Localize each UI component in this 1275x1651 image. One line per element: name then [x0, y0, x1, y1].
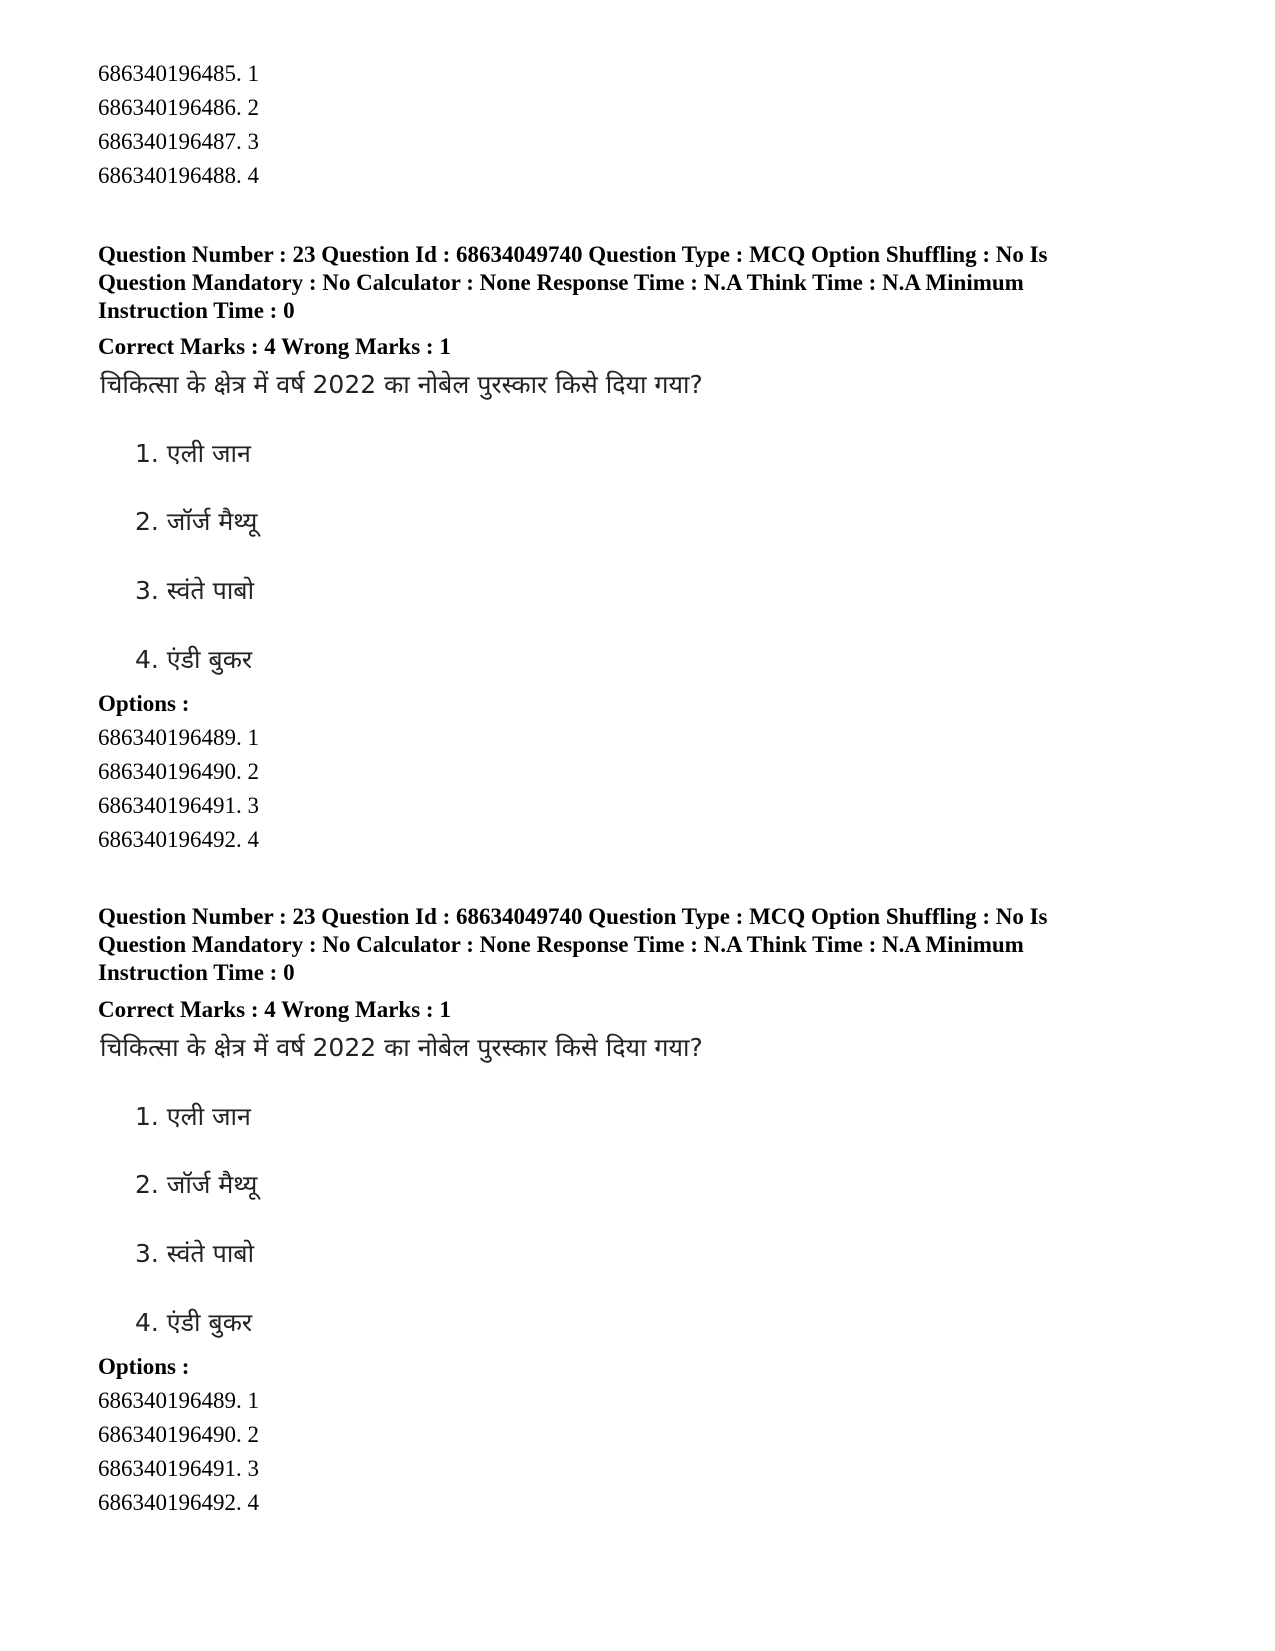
question-text: चिकित्सा के क्षेत्र में वर्ष 2022 का नोबेल पुरस्कार किसे दिया गया? — [100, 1033, 703, 1062]
choice-item: 1. एली जान — [135, 1102, 251, 1131]
option-id-line: 686340196489. 1 — [98, 1388, 259, 1413]
marks-line: Correct Marks : 4 Wrong Marks : 1 — [98, 997, 451, 1022]
question-text: चिकित्सा के क्षेत्र में वर्ष 2022 का नोबेल पुरस्कार किसे दिया गया? — [100, 370, 703, 399]
options-label: Options : — [98, 1354, 190, 1379]
choice-item: 4. एंडी बुकर — [135, 1308, 253, 1337]
option-id-line: 686340196491. 3 — [98, 793, 259, 818]
option-id-line: 686340196491. 3 — [98, 1456, 259, 1481]
question-meta-line: Question Number : 23 Question Id : 68634049740 Question Type : MCQ Option Shuffling : No Is — [98, 904, 1048, 929]
question-meta — [98, 241, 1178, 325]
option-id-line: 686340196492. 4 — [98, 827, 259, 852]
choice-item: 2. जॉर्ज मैथ्यू — [135, 1170, 258, 1199]
option-id-line: 686340196490. 2 — [98, 759, 259, 784]
question-meta-line: Question Mandatory : No Calculator : None Response Time : N.A Think Time : N.A Minimum — [98, 270, 1024, 295]
choice-item: 2. जॉर्ज मैथ्यू — [135, 507, 258, 536]
option-id-line: 686340196492. 4 — [98, 1490, 259, 1515]
question-meta-line: Question Number : 23 Question Id : 68634049740 Question Type : MCQ Option Shuffling : No Is — [98, 242, 1048, 267]
options-label: Options : — [98, 691, 190, 716]
choice-item: 1. एली जान — [135, 439, 251, 468]
choice-item: 3. स्वंते पाबो — [135, 576, 255, 605]
choice-item: 3. स्वंते पाबो — [135, 1239, 255, 1268]
option-id-line: 686340196489. 1 — [98, 725, 259, 750]
option-id-line: 686340196487. 3 — [98, 129, 259, 154]
option-id-line: 686340196490. 2 — [98, 1422, 259, 1447]
question-meta-line: Instruction Time : 0 — [98, 298, 295, 323]
choice-item: 4. एंडी बुकर — [135, 645, 253, 674]
question-meta — [98, 903, 1178, 987]
marks-line: Correct Marks : 4 Wrong Marks : 1 — [98, 334, 451, 359]
option-id-line: 686340196488. 4 — [98, 163, 259, 188]
question-meta-line: Instruction Time : 0 — [98, 960, 295, 985]
option-id-line: 686340196485. 1 — [98, 61, 259, 86]
option-id-line: 686340196486. 2 — [98, 95, 259, 120]
question-meta-line: Question Mandatory : No Calculator : None Response Time : N.A Think Time : N.A Minimum — [98, 932, 1024, 957]
